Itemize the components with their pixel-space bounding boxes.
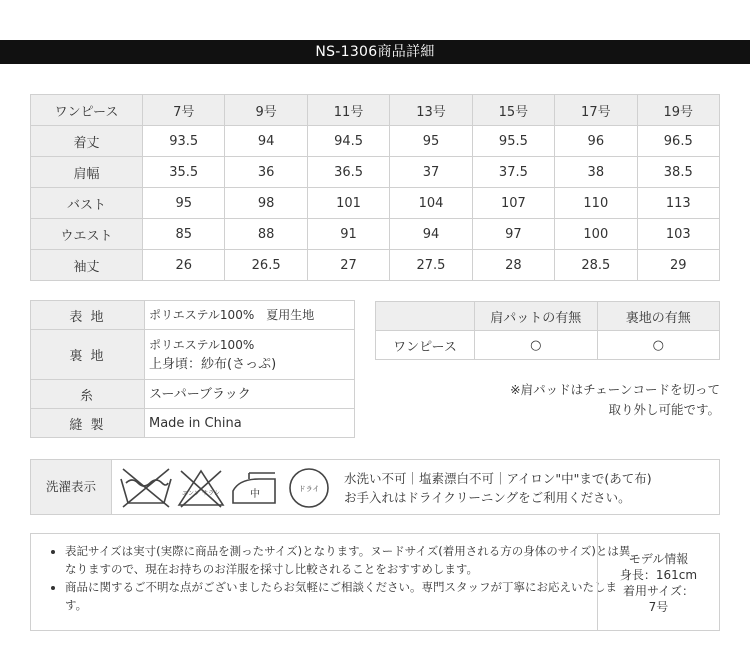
table-cell: 26: [143, 250, 225, 281]
washing-label: 洗濯表示: [31, 460, 112, 514]
material-value: ポリエステル100% 夏用生地: [145, 301, 355, 330]
size-header-cell: ワンピース: [31, 95, 143, 126]
dry-clean-icon: [290, 469, 328, 507]
table-cell: 36.5: [307, 157, 389, 188]
material-label: 縫 製: [31, 409, 145, 438]
bleach-icon-text: エンソ サラシ: [182, 490, 220, 497]
material-label: 糸: [31, 380, 145, 409]
list-item: • 商品に関するご不明な点がございましたらお気軽にご相談ください。専門スタッフが丁寧にお応えいたします。: [65, 578, 631, 614]
material-value: スーパーブラック: [145, 380, 355, 409]
table-row: [31, 126, 720, 157]
size-header-cell: 19号: [637, 95, 719, 126]
iron-medium-icon: [233, 473, 275, 503]
table-row: [31, 188, 720, 219]
table-cell: 103: [637, 219, 719, 250]
table-cell: 95: [390, 126, 472, 157]
washing-section: [30, 459, 720, 515]
note-line: 取り外し可能です。: [608, 402, 720, 417]
size-header-cell: 13号: [390, 95, 472, 126]
size-header-cell: 15号: [472, 95, 554, 126]
material-value-line: ポリエステル100%: [149, 337, 255, 352]
table-cell: 107: [472, 188, 554, 219]
table-cell: 27.5: [390, 250, 472, 281]
table-cell: 85: [143, 219, 225, 250]
table-cell: 94.5: [307, 126, 389, 157]
pad-lining-table: [375, 301, 720, 360]
washing-icons: [119, 465, 339, 513]
table-cell: 38.5: [637, 157, 719, 188]
washing-text-line: 水洗い不可｜塩素漂白不可｜アイロン"中"まで(あて布): [344, 471, 652, 486]
table-row: [31, 301, 355, 330]
table-cell: 93.5: [143, 126, 225, 157]
row-label: 袖丈: [31, 250, 143, 281]
washing-text: [344, 469, 652, 507]
pad-table-header-row: [376, 302, 720, 331]
model-info: [597, 534, 719, 630]
table-cell: 104: [390, 188, 472, 219]
model-info-heading: モデル情報: [628, 552, 689, 566]
size-header-cell: 11号: [307, 95, 389, 126]
row-label: ウエスト: [31, 219, 143, 250]
table-cell: 113: [637, 188, 719, 219]
material-label: 表 地: [31, 301, 145, 330]
table-cell: ○: [475, 331, 598, 360]
table-row: [31, 380, 355, 409]
material-label: 裏 地: [31, 330, 145, 380]
washing-text-line: お手入れはドライクリーニングをご利用ください。: [344, 490, 631, 505]
table-cell: 101: [307, 188, 389, 219]
size-header-cell: 7号: [143, 95, 225, 126]
material-table: [30, 300, 355, 438]
dry-icon-text: ドライ: [298, 485, 320, 493]
size-header-cell: 9号: [225, 95, 307, 126]
table-cell: 38: [555, 157, 637, 188]
table-cell: 95.5: [472, 126, 554, 157]
iron-icon-text: 中: [250, 489, 260, 500]
material-value: [145, 330, 355, 380]
table-cell: 91: [307, 219, 389, 250]
table-cell: 95: [143, 188, 225, 219]
pad-header-cell: 肩パットの有無: [475, 302, 598, 331]
size-table-header-row: [31, 95, 720, 126]
list-item: • 表記サイズは実寸(実際に商品を測ったサイズ)となります。ヌードサイズ(着用される方の身体のサイズ)とは異なりますので、現在お持ちのお洋服を採寸し比較されることをおすすめします。: [65, 542, 631, 578]
table-cell: 35.5: [143, 157, 225, 188]
material-value-line: 上身頃：紗布(さっぷ): [149, 356, 277, 372]
model-size-value: 7号: [648, 600, 669, 614]
table-cell: ○: [597, 331, 720, 360]
table-row: [31, 409, 355, 438]
page-title: NS-1306商品詳細: [0, 40, 750, 64]
table-row: [31, 330, 355, 380]
table-row: [31, 157, 720, 188]
table-cell: 96: [555, 126, 637, 157]
shoulder-pad-note: [510, 380, 720, 420]
pad-header-cell: [376, 302, 475, 331]
care-symbols: [119, 465, 339, 509]
row-label: ワンピース: [376, 331, 475, 360]
table-cell: 36: [225, 157, 307, 188]
row-label: 肩幅: [31, 157, 143, 188]
table-cell: 28.5: [555, 250, 637, 281]
table-cell: 28: [472, 250, 554, 281]
table-cell: 98: [225, 188, 307, 219]
no-wash-icon: [121, 469, 171, 507]
table-row: [376, 331, 720, 360]
table-cell: 26.5: [225, 250, 307, 281]
size-table: [30, 94, 720, 281]
table-cell: 94: [390, 219, 472, 250]
table-cell: 94: [225, 126, 307, 157]
no-bleach-icon: [179, 471, 223, 507]
table-cell: 37: [390, 157, 472, 188]
note-line: ※肩パッドはチェーンコードを切って: [510, 382, 720, 397]
row-label: バスト: [31, 188, 143, 219]
table-row: [31, 219, 720, 250]
model-height: 身長：161cm: [619, 568, 698, 582]
notes-section: [30, 533, 720, 631]
table-cell: 29: [637, 250, 719, 281]
table-cell: 96.5: [637, 126, 719, 157]
pad-header-cell: 裏地の有無: [597, 302, 720, 331]
table-cell: 27: [307, 250, 389, 281]
row-label: 着丈: [31, 126, 143, 157]
table-cell: 97: [472, 219, 554, 250]
table-cell: 100: [555, 219, 637, 250]
table-cell: 88: [225, 219, 307, 250]
table-cell: 110: [555, 188, 637, 219]
size-header-cell: 17号: [555, 95, 637, 126]
table-cell: 37.5: [472, 157, 554, 188]
notes-list: [31, 542, 631, 614]
table-row: [31, 250, 720, 281]
material-value: Made in China: [145, 409, 355, 438]
model-size-label: 着用サイズ：: [622, 584, 695, 598]
